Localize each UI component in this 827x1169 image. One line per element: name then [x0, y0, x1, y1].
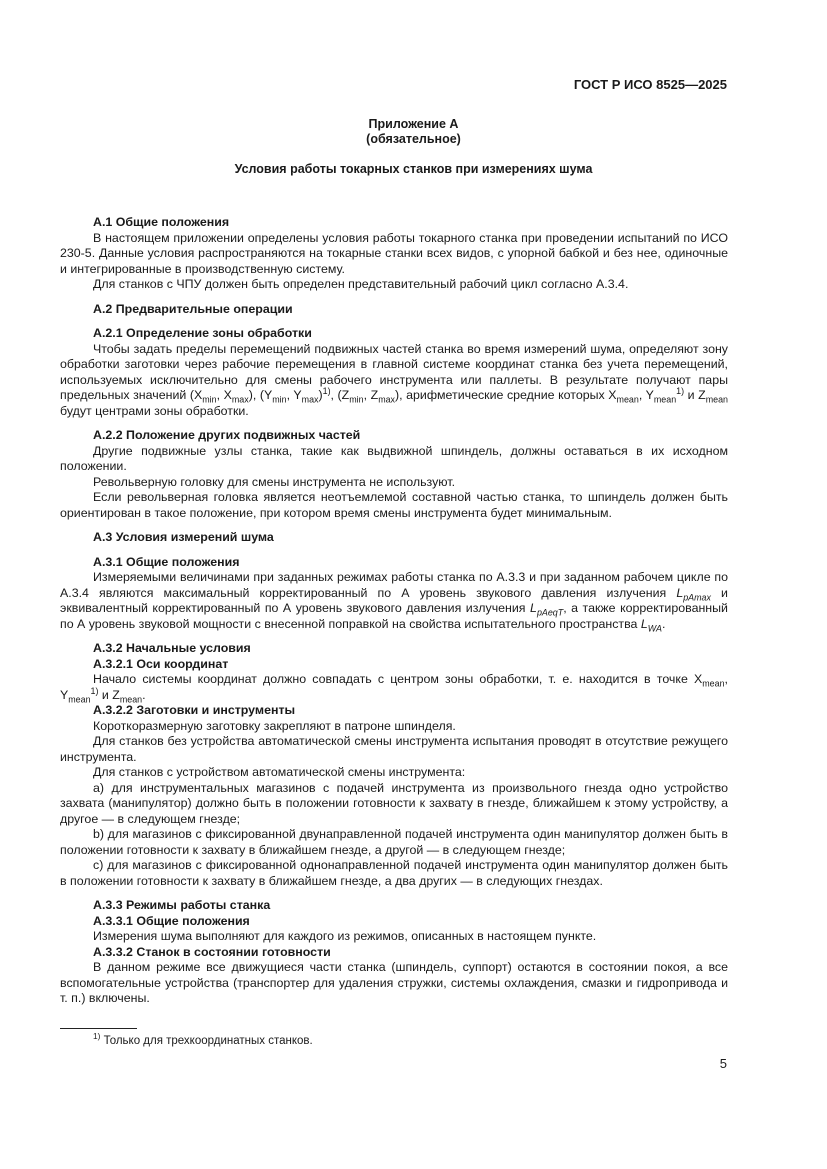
- document-body: [60, 215, 728, 1007]
- list-item: с) для магазинов с фиксированной однонаправленной подачей инструмента один манипулятор должен быть в положении готовности к захвату в ближайшем гнезде, а два других — в следующих гнездах.: [60, 858, 728, 888]
- paragraph: Если револьверная головка является неотъемлемой составной частью станка, то шпиндель должен быть ориентирован в такое положение, при котором время смены инструмента будет минимальным.: [60, 490, 728, 520]
- section-a321-heading: А.3.2.1 Оси координат: [93, 656, 229, 671]
- paragraph: Короткоразмерную заготовку закрепляют в патроне шпинделя.: [93, 718, 456, 733]
- paragraph: Револьверную головку для смены инструмента не используют.: [93, 474, 456, 489]
- paragraph: В настоящем приложении определены условия работы токарного станка при проведении испытаний по ИСО 230-5. Данные условия распространяются на токарные станки всех видов, с упорной бабкой и без нее, одиночные и интегрированные в производственную систему.: [60, 230, 728, 276]
- section-a21-heading: А.2.1 Определение зоны обработки: [93, 326, 312, 340]
- section-a33-heading: А.3.3 Режимы работы станка: [93, 898, 271, 912]
- list-item: а) для инструментальных магазинов с подачей инструмента из произвольного гнезда одно устройство захвата (манипулятор) должно быть в положении готовности к захвату в гнезде, ближайшем к этому устройству, а другое — в следующем гнезде;: [60, 780, 728, 826]
- paragraph: Измерения шума выполняют для каждого из режимов, описанных в настоящем пункте.: [93, 929, 597, 943]
- section-a3-heading: А.3 Условия измерений шума: [93, 530, 274, 544]
- annex-heading: Условия работы токарных станков при измерениях шума: [234, 162, 593, 176]
- footnote: $^{1)}$ Только для трехкоординатных станков.: [93, 1032, 313, 1047]
- section-a332-heading: А.3.3.2 Станок в состоянии готовности: [93, 944, 331, 959]
- section-a331-heading: А.3.3.1 Общие положения: [93, 913, 250, 928]
- paragraph: В данном режиме все движущиеся части станка (шпиндель, суппорт) остаются в состоянии покоя, а все вспомогательные устройства (транспортер для удаления стружки, системы охлаждения, смазки и гидропривода и т. п.) включены.: [60, 960, 728, 1005]
- section-a22-heading: А.2.2 Положение других подвижных частей: [93, 428, 361, 442]
- paragraph: Чтобы задать пределы перемещений подвижных частей станка во время измерений шума, определяют зону обработки заготовки через рабочие перемещения в главной системе координат станка без учета перемещений, используемых исключительно для смены рабочего инструмента или паллеты. В результате получают пары предельных значений ($X_{min}$, $X_{max}$), ($Y_{min}$, $Y_{max})^{1)}$, ($Z_{min}$, $Z_{max}$), арифметические средние которых $X_{mean}$, $Y_{mean}^{1)}$ и $Z_{mean}$ будут центрами зоны обработки.: [60, 341, 728, 418]
- annex-title: Приложение А: [368, 117, 459, 131]
- list-item: b) для магазинов с фиксированной двунаправленной подачей инструмента один манипулятор должен быть в положении готовности к захвату в ближайшем гнезде, а другой — в следующем гнезде;: [60, 827, 728, 857]
- paragraph: Для станков без устройства автоматической смены инструмента испытания проводят в отсутствие режущего инструмента.: [60, 734, 728, 764]
- section-a322-heading: А.3.2.2 Заготовки и инструменты: [93, 703, 296, 717]
- paragraph: Измеряемыми величинами при заданных режимах работы станка по А.3.3 и при заданном рабочем цикле по А.3.4 являются максимальный корректированный по А уровень звукового давления излучения $L_{pAmax}$ и эквивалентный корректированный по А уровень звукового давления излучения $L_{pAeqT}$, а также корректированный по А уровень звуковой мощности с внесенной поправкой на свойства испытательного пространства $L_{WA}$.: [60, 570, 728, 633]
- paragraph: Начало системы координат должно совпадать с центром зоны обработки, т. е. находится в точке $X_{mean}$, $Y_{mean}^{1)}$ и $Z_{mean}$.: [60, 672, 728, 704]
- document-code: ГОСТ Р ИСО 8525—2025: [573, 77, 727, 92]
- section-a1-heading: А.1 Общие положения: [93, 215, 230, 229]
- footnote-separator: [60, 1028, 137, 1029]
- paragraph: Другие подвижные узлы станка, такие как выдвижной шпиндель, должны оставаться в их исходном положении.: [60, 443, 728, 473]
- annex-status: (обязательное): [366, 132, 461, 146]
- page-number: 5: [719, 1056, 727, 1071]
- paragraph: Для станков с устройством автоматической смены инструмента:: [93, 765, 466, 779]
- section-a31-heading: А.3.1 Общие положения: [93, 554, 240, 569]
- section-a32-heading: А.3.2 Начальные условия: [93, 641, 251, 655]
- paragraph: Для станков с ЧПУ должен быть определен представительный рабочий цикл согласно А.3.4.: [93, 277, 629, 291]
- section-a2-heading: А.2 Предварительные операции: [93, 301, 293, 316]
